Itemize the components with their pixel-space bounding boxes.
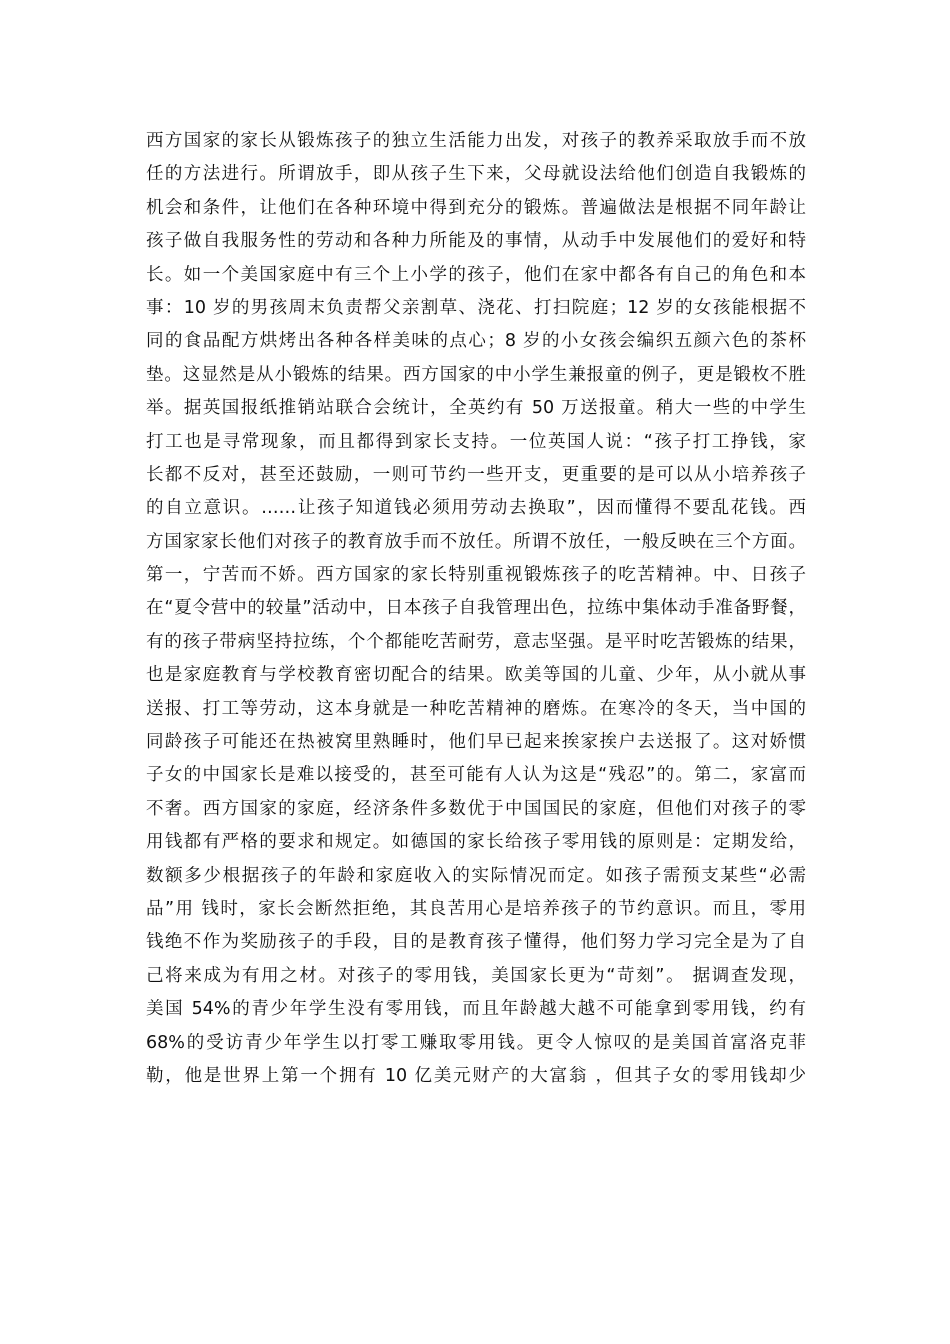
text-line: 的自立意识。……让孩子知道钱必须用劳动去换取”，因而懂得不要乱花钱。西 — [146, 498, 806, 519]
text-line: 勒，他是世界上第一个拥有 10 亿美元财产的大富翁 ，但其子女的零用钱却少 — [146, 1065, 806, 1086]
text-line: 举。据英国报纸推销站联合会统计，全英约有 50 万送报童。稍大一些的中学生 — [146, 398, 806, 419]
text-line: 不奢。西方国家的家庭，经济条件多数优于中国国民的家庭，但他们对孩子的零 — [146, 798, 806, 819]
text-line: 子女的中国家长是难以接受的，甚至可能有人认为这是“残忍”的。第二，家富而 — [146, 765, 806, 786]
text-line: 长都不反对，甚至还鼓励，一则可节约一些开支，更重要的是可以从小培养孩子 — [146, 464, 806, 485]
text-line: 长。如一个美国家庭中有三个上小学的孩子，他们在家中都各有自己的角色和本 — [146, 264, 806, 285]
text-line: 己将来成为有用之材。对孩子的零用钱，美国家长更为“苛刻”。 据调查发现， — [146, 965, 806, 986]
text-line: 第一，宁苦而不娇。西方国家的家长特别重视锻炼孩子的吃苦精神。中、日孩子 — [146, 565, 806, 586]
text-line: 也是家庭教育与学校教育密切配合的结果。欧美等国的儿童、少年，从小就从事 — [146, 665, 806, 686]
text-line: 孩子做自我服务性的劳动和各种力所能及的事情，从动手中发展他们的爱好和特 — [146, 231, 806, 252]
text-line: 68%的受访青少年学生以打零工赚取零用钱。更令人惊叹的是美国首富洛克菲 — [146, 1032, 806, 1053]
text-line: 垫。这显然是从小锻炼的结果。西方国家的中小学生兼报童的例子，更是锻枚不胜 — [146, 364, 806, 385]
text-line: 任的方法进行。所谓放手，即从孩子生下来，父母就设法给他们创造自我锻炼的 — [146, 164, 806, 185]
text-line: 有的孩子带病坚持拉练，个个都能吃苦耐劳，意志坚强。是平时吃苦锻炼的结果， — [146, 631, 806, 652]
text-line: 同的食品配方烘烤出各种各样美味的点心；8 岁的小女孩会编织五颜六色的茶杯 — [146, 331, 806, 352]
text-line: 品”用 钱时，家长会断然拒绝，其良苦用心是培养孩子的节约意识。而且，零用 — [146, 898, 806, 919]
text-line: 同龄孩子可能还在热被窝里熟睡时，他们早已起来挨家挨户去送报了。这对娇惯 — [146, 732, 806, 753]
text-line: 美国 54%的青少年学生没有零用钱，而且年龄越大越不可能拿到零用钱，约有 — [146, 999, 806, 1020]
body-text — [146, 125, 806, 1093]
text-line: 机会和条件，让他们在各种环境中得到充分的锻炼。普遍做法是根据不同年龄让 — [146, 197, 806, 218]
text-line: 数额多少根据孩子的年龄和家庭收入的实际情况而定。如孩子需预支某些“必需 — [146, 865, 806, 886]
text-line: 钱绝不作为奖励孩子的手段，目的是教育孩子懂得，他们努力学习完全是为了自 — [146, 932, 806, 953]
text-line: 打工也是寻常现象，而且都得到家长支持。一位英国人说：“孩子打工挣钱，家 — [146, 431, 806, 452]
text-line: 事：10 岁的男孩周末负责帮父亲割草、浇花、打扫院庭；12 岁的女孩能根据不 — [146, 297, 806, 318]
text-line: 在“夏令营中的较量”活动中，日本孩子自我管理出色，拉练中集体动手准备野餐， — [146, 598, 806, 619]
text-line: 西方国家的家长从锻炼孩子的独立生活能力出发，对孩子的教养采取放手而不放 — [146, 131, 806, 151]
text-line: 方国家家长他们对孩子的教育放手而不放任。所谓不放任，一般反映在三个方面。 — [146, 531, 806, 552]
text-line: 用钱都有严格的要求和规定。如德国的家长给孩子零用钱的原则是：定期发给， — [146, 832, 806, 853]
text-line: 送报、打工等劳动，这本身就是一种吃苦精神的磨炼。在寒冷的冬天，当中国的 — [146, 698, 806, 719]
